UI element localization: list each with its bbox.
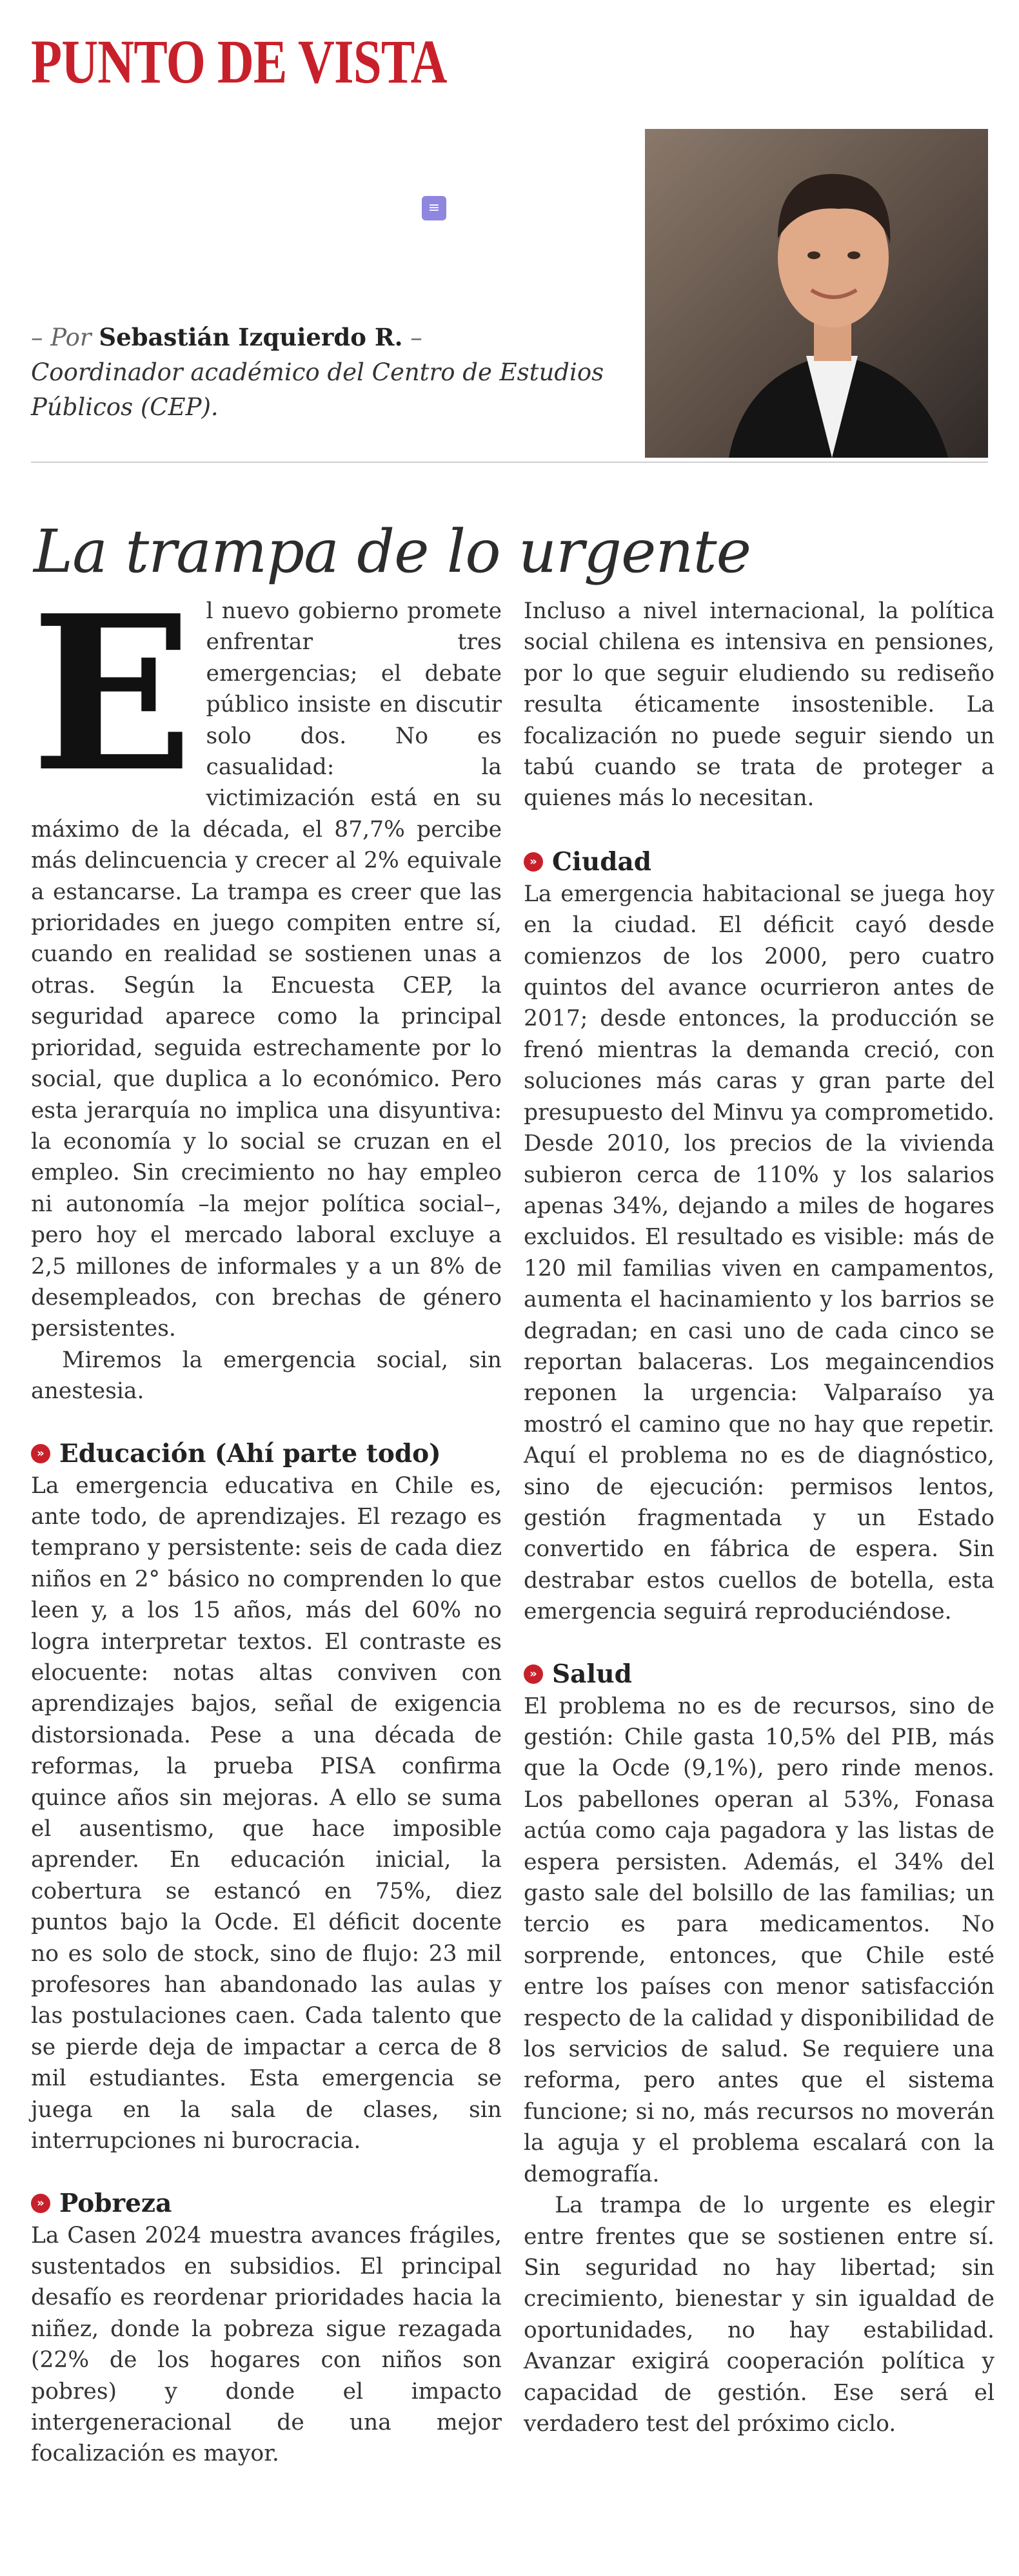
- red-circle-bullet-icon: »: [524, 1664, 543, 1684]
- ciudad-heading-text: Ciudad: [552, 846, 652, 877]
- byline-suffix: –: [402, 324, 422, 351]
- pobreza-text: La Casen 2024 muestra avances frágiles, sustentados en subsidios. El principal desafío es reordenar prioridades hacia la niñez, donde la pobreza sigue rezagada (22% de los hogares con niños son pobres) y donde el impacto intergeneracional de una mejor focalización es mayor.: [31, 2222, 502, 2467]
- intro-text: l nuevo gobierno promete enfrentar tres emergencias; el debate público insiste en discutir solo dos. No es casualidad: la victimización está en su máximo de la década, el 87,7% percibe más delincuencia y crecer al 2% equivale a estancarse. La trampa es creer que las prioridades en juego compiten entre sí, cuando en realidad se sostienen unas a otras. Según la Encuesta CEP, la seguridad aparece como la principal prioridad, seguida estrechamente por lo social, que duplica a lo económico. Pero esta jerarquía no implica una disyuntiva: la economía y lo social se cruzan en el empleo. Sin crecimiento no hay empleo ni autonomía –la mejor política social–, pero hoy el mercado laboral excluye a 2,5 millones de informales y a un 8% de desempleados, con brechas de género persistentes.: [31, 598, 502, 1342]
- educacion-heading: [31, 1437, 502, 1470]
- educacion-text: La emergencia educativa en Chile es, ante todo, de aprendizajes. El rezago es temprano y persistente: seis de cada diez niños en 2° básico no comprenden lo que leen y, a los 15 años, más del 60% no logra interpretar textos. El contraste es elocuente: notas altas conviven con aprendizajes bajos, señal de exigencia distorsionada. Pese a una década de reformas, la prueba PISA confirma quince años sin mejoras. A ello se suma el ausentismo, que hace imposible aprender. En educación inicial, la cobertura se estancó en 75%, diez puntos bajo la Ocde. El déficit docente no es solo de stock, sino de flujo: 23 mil profesores han abandonado las aulas y las postulaciones caen. Cada talento que se pierde deja de impactar a cerca de 8 mil estudiantes. Esta emergencia se juega en la sala de clases, sin interrupciones ni burocracia.: [31, 1472, 502, 2154]
- byline: [31, 320, 624, 425]
- author-name: Sebastián Izquierdo R.: [99, 323, 403, 351]
- closing-paragraph: La trampa de lo urgente es elegir entre frentes que se sostienen entre sí. Sin seguridad no hay libertad; sin crecimiento, bienestar y sin igualdad de oportunidades, no hay estabilidad. Avanzar exigirá cooperación política y capacidad de gestión. Ese será el verdadero test del próximo ciclo.: [524, 2192, 994, 2437]
- red-circle-bullet-icon: »: [31, 1444, 50, 1463]
- column-right: [524, 596, 994, 2439]
- intro-closing: Miremos la emergencia social, sin anestesia.: [31, 1347, 502, 1405]
- author-portrait-illustration: [645, 129, 988, 458]
- ciudad-text: La emergencia habitacional se juega hoy en la ciudad. El déficit cayó desde comienzos de los 2000, pero cuatro quintos del avance ocurrieron antes de 2017; desde entonces, la producción se frenó mientras la demanda creció, con soluciones más caras y gran parte del presupuesto del Minvu ya comprometido. Desde 2010, los precios de la vivienda subieron cerca de 110% y los salarios apenas 34%, dejando a miles de hogares excluidos. El resultado es visible: más de 120 mil familias viven en campamentos, aumenta el hacinamiento y los barrios se degradan; en casi uno de cada cinco se reportan balaceras. Los megaincendios reponen la urgencia: Valparaíso ya mostró el camino que no hay que repetir. Aquí el problema no es de diagnóstico, sino de ejecución: permisos lentos, gestión fragmentada y un Estado convertido en fábrica de espera. Sin destrabar estos cuellos de botella, esta emergencia seguirá reproduciéndose.: [524, 881, 994, 1625]
- column-left: [31, 569, 502, 2470]
- salud-heading: [524, 1657, 994, 1691]
- ciudad-heading: [524, 845, 994, 879]
- pobreza-heading-text: Pobreza: [59, 2188, 172, 2218]
- drop-cap: E: [31, 569, 193, 819]
- red-circle-bullet-icon: »: [31, 2194, 50, 2213]
- headline: La trampa de lo urgente: [34, 516, 751, 586]
- byline-prefix: – Por: [31, 324, 99, 351]
- salud-text: El problema no es de recursos, sino de gestión: Chile gasta 10,5% del PIB, más que la Ocde (9,1%), pero rinde menos. Los pabellones operan al 53%, Fonasa actúa como caja pagadora y las listas de espera persisten. Además, el 34% del gasto sale del bolsillo de las familias; un tercio es para medicamentos. No sorprende, entonces, que Chile esté entre los países con menor satisfacción respecto de la calidad y disponibilidad de los servicios de salud. Se requiere una reforma, pero antes que el sistema funcione; si no, más recursos no moverán la aguja y el problema escalará con la demografía.: [524, 1693, 994, 2187]
- educacion-heading-text: Educación (Ahí parte todo): [59, 1438, 441, 1469]
- header-divider: [31, 462, 988, 463]
- salud-heading-text: Salud: [552, 1659, 632, 1689]
- pobreza-heading: [31, 2187, 502, 2220]
- section-title: PUNTO DE VISTA: [31, 27, 447, 96]
- pobreza-text-continued: Incluso a nivel internacional, la política social chilena es intensiva en pensiones, por lo que seguir eludiendo su rediseño resulta éticamente insostenible. La focalización no puede seguir siendo un tabú cuando se trata de proteger a quienes más lo necesitan.: [524, 598, 994, 812]
- author-photo: [645, 129, 988, 458]
- note-icon[interactable]: ≡: [422, 196, 446, 220]
- author-role: Coordinador académico del Centro de Estudios Públicos (CEP).: [31, 358, 604, 421]
- intro-paragraph: [31, 569, 502, 1345]
- red-circle-bullet-icon: »: [524, 852, 543, 872]
